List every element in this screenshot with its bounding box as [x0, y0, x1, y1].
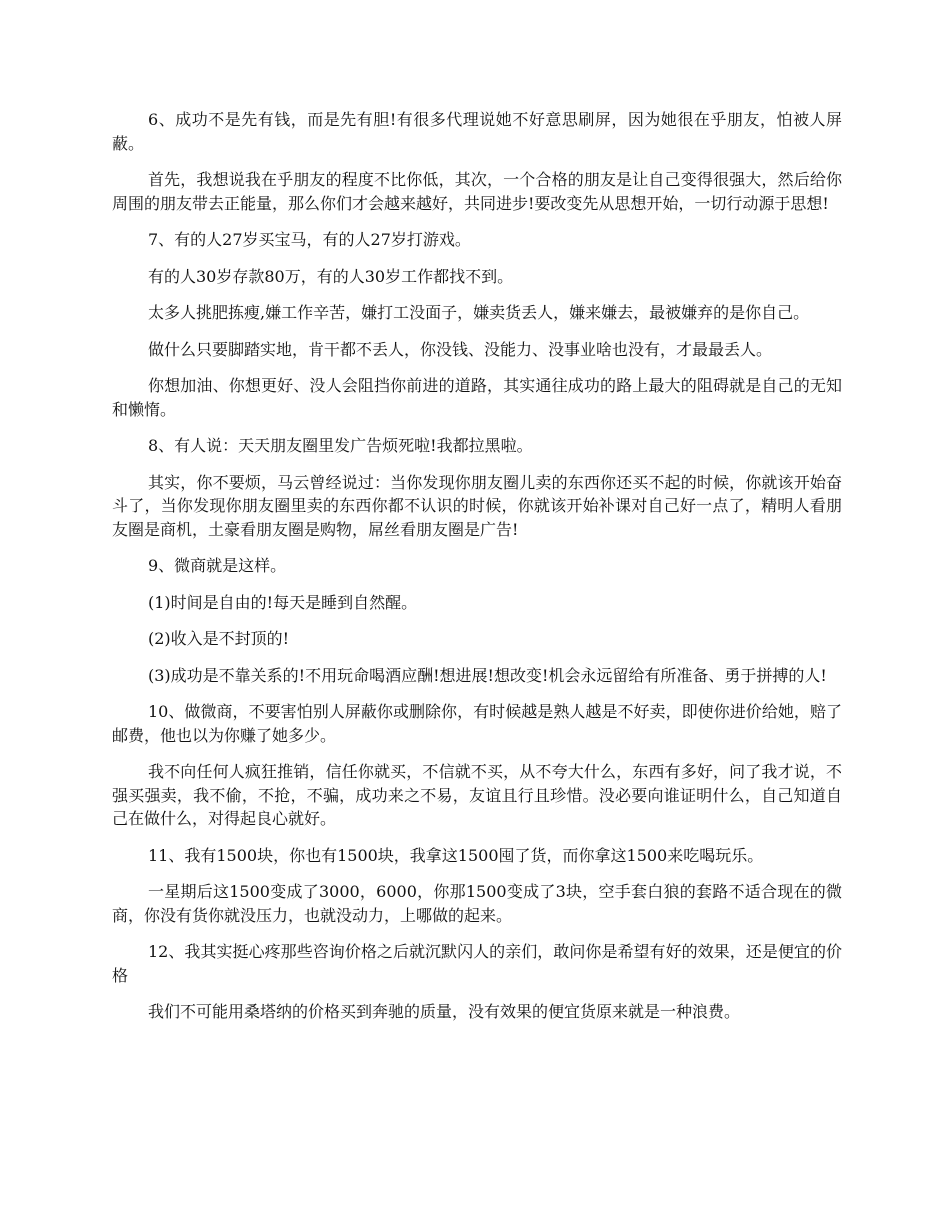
list-item: (1)时间是自由的!每天是睡到自然醒。	[148, 592, 418, 612]
paragraph-7-intro: 7、有的人27岁买宝马，有的人27岁打游戏。	[148, 230, 471, 249]
paragraph-9-intro: 9、微商就是这样。	[148, 556, 287, 575]
list-item: (2)收入是不封顶的!	[148, 629, 290, 648]
document-body	[112, 108, 842, 1037]
paragraph: 其实，你不要烦，马云曾经说过：当你发现你朋友圈儿卖的东西你还买不起的时候，你就该开始奋斗了，当你发现你朋友圈里卖的东西你都不认识的时候，你就该开始补课对自己好一点了，精明人看朋友圈是商机，土豪看朋友圈是购物，屌丝看朋友圈是广告!	[112, 472, 842, 539]
paragraph-12-intro: 12、我其实挺心疼那些咨询价格之后就沉默闪人的亲们，敢问你是希望有好的效果，还是便宜的价格	[112, 942, 842, 985]
paragraph-11-intro: 11、我有1500块，你也有1500块，我拿这1500囤了货，而你拿这1500来吃喝玩乐。	[148, 845, 764, 865]
paragraph: 太多人挑肥拣瘦,嫌工作辛苦，嫌打工没面子，嫌卖货丢人，嫌来嫌去，最被嫌弃的是你自己。	[148, 303, 810, 322]
paragraph: 首先，我想说我在乎朋友的程度不比你低，其次，一个合格的朋友是让自己变得很强大，然后给你周围的朋友带去正能量，那么你们才会越来越好，共同进步!要改变先从思想开始，一切行动源于思想!	[112, 170, 842, 213]
paragraph: 一星期后这1500变成了3000，6000，你那1500变成了3块，空手套白狼的套路不适合现在的微商，你没有货你就没压力，也就没动力，上哪做的起来。	[112, 882, 842, 925]
paragraph: 你想加油、你想更好、没人会阻挡你前进的道路，其实通往成功的路上最大的阻碍就是自己的无知和懒惰。	[112, 376, 842, 419]
paragraph-6-intro: 6、成功不是先有钱，而是先有胆!有很多代理说她不好意思刷屏，因为她很在乎朋友，怕被人屏蔽。	[112, 110, 842, 153]
paragraph: 我不向任何人疯狂推销，信任你就买，不信就不买，从不夸大什么，东西有多好，问了我才说，不强买强卖，我不偷，不抢，不骗，成功来之不易，友谊且行且珍惜。没必要向谁证明什么，自己知道自己在做什么，对得起良心就好。	[112, 762, 842, 828]
paragraph: 有的人30岁存款80万，有的人30岁工作都找不到。	[148, 266, 514, 286]
list-item: (3)成功是不靠关系的!不用玩命喝酒应酬!想进展!想改变!机会永远留给有所准备、勇于拼搏的人!	[148, 665, 827, 685]
paragraph-8-intro: 8、有人说：天天朋友圈里发广告烦死啦!我都拉黑啦。	[148, 436, 533, 455]
paragraph: 我们不可能用桑塔纳的价格买到奔驰的质量，没有效果的便宜货原来就是一种浪费。	[148, 1002, 741, 1021]
paragraph-10-intro: 10、做微商，不要害怕别人屏蔽你或删除你，有时候越是熟人越是不好卖，即使你进价给她，赔了邮费，他也以为你赚了她多少。	[112, 702, 842, 745]
paragraph: 做什么只要脚踏实地，肯干都不丢人，你没钱、没能力、没事业啥也没有，才最最丢人。	[148, 339, 773, 359]
